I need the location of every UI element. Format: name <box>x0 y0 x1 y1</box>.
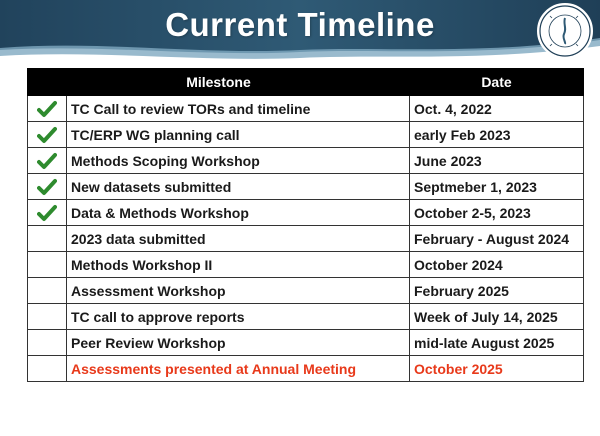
table-row <box>28 174 584 200</box>
table-row <box>28 200 584 226</box>
milestone-cell: 2023 data submitted <box>67 226 410 252</box>
milestone-cell: TC call to approve reports <box>67 304 410 330</box>
commission-seal-logo <box>536 2 594 60</box>
date-cell: October 2024 <box>410 252 584 278</box>
milestone-cell: Assessment Workshop <box>67 278 410 304</box>
date-cell: Oct. 4, 2022 <box>410 96 584 122</box>
date-cell: Week of July 14, 2025 <box>410 304 584 330</box>
check-icon <box>32 178 62 196</box>
milestone-cell: Methods Workshop II <box>67 252 410 278</box>
date-cell: February 2025 <box>410 278 584 304</box>
status-cell <box>28 252 67 278</box>
status-cell <box>28 200 67 226</box>
timeline-table <box>27 68 584 382</box>
table-row <box>28 304 584 330</box>
milestone-header: Milestone <box>28 69 410 96</box>
date-cell: Septmeber 1, 2023 <box>410 174 584 200</box>
date-header: Date <box>410 69 584 96</box>
check-icon <box>32 152 62 170</box>
slide-title: Current Timeline <box>165 6 435 43</box>
status-cell <box>28 148 67 174</box>
table-row <box>28 226 584 252</box>
status-cell <box>28 304 67 330</box>
status-cell <box>28 174 67 200</box>
status-cell <box>28 96 67 122</box>
milestone-cell: Assessments presented at Annual Meeting <box>67 356 410 382</box>
date-cell: October 2-5, 2023 <box>410 200 584 226</box>
table-row <box>28 278 584 304</box>
table-row <box>28 252 584 278</box>
status-cell <box>28 356 67 382</box>
check-icon <box>32 204 62 222</box>
date-cell: June 2023 <box>410 148 584 174</box>
milestone-cell: Data & Methods Workshop <box>67 200 410 226</box>
status-cell <box>28 278 67 304</box>
title-banner <box>0 0 600 62</box>
check-icon <box>32 100 62 118</box>
date-cell: early Feb 2023 <box>410 122 584 148</box>
table-header-row <box>28 69 584 96</box>
table-row <box>28 356 584 382</box>
check-icon <box>32 126 62 144</box>
date-cell: mid-late August 2025 <box>410 330 584 356</box>
date-cell: February - August 2024 <box>410 226 584 252</box>
milestone-cell: Peer Review Workshop <box>67 330 410 356</box>
table-row <box>28 330 584 356</box>
milestone-cell: TC Call to review TORs and timeline <box>67 96 410 122</box>
table-row <box>28 148 584 174</box>
table-row <box>28 122 584 148</box>
milestone-cell: New datasets submitted <box>67 174 410 200</box>
date-cell: October 2025 <box>410 356 584 382</box>
status-cell <box>28 122 67 148</box>
table-row <box>28 96 584 122</box>
milestone-cell: Methods Scoping Workshop <box>67 148 410 174</box>
status-cell <box>28 330 67 356</box>
status-cell <box>28 226 67 252</box>
milestone-cell: TC/ERP WG planning call <box>67 122 410 148</box>
